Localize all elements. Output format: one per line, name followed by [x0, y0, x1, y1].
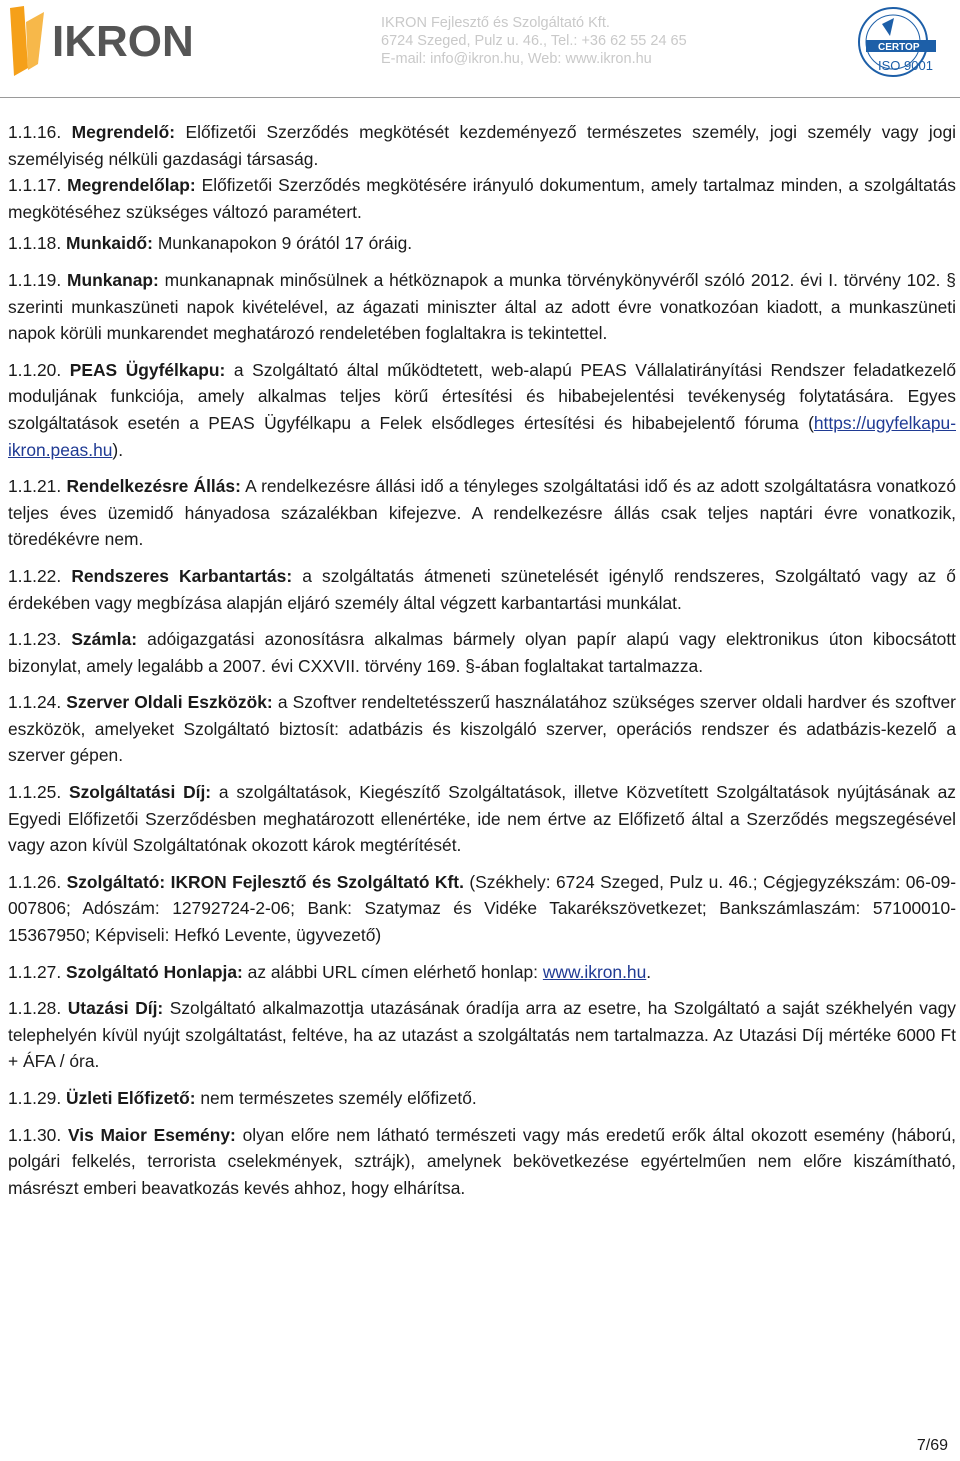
definition-item: [8, 1122, 956, 1202]
definition-item: [8, 267, 956, 347]
definition-text: .: [646, 961, 652, 982]
ugyfelkapu-link[interactable]: https://ugyfelkapu-ikron.peas.hu: [8, 412, 956, 460]
definition-text: (Székhely: 6724 Szeged, Pulz u. 46.; Cégjegyzékszám: 06-09-007806; Adószám: 12792724-2-06; Bank: Szatymaz és Vidéke Takarékszövetkezet; Bankszámlaszám: 57100010-15367950; Képviseli: Hefkó Levente, ügyvezető): [8, 871, 956, 946]
term: Rendelkezésre Állás:: [66, 476, 241, 497]
definition-item: [8, 626, 956, 679]
iso-certification-seal: [838, 4, 948, 84]
definition-text: a szolgáltatások, Kiegészítő Szolgáltatások, illetve Közvetített Szolgáltatások nyújtásának az Egyedi Előfizetői Szerződésben meghatározott ellenértéke, ide nem értve az Előfizető által a Szerződés megszegésével vagy azon kívül Szolgáltatónak okozott károk megtérítését.: [8, 782, 956, 856]
definition-item: [8, 689, 956, 769]
item-number: 1.1.25.: [8, 782, 62, 803]
item-number: 1.1.20.: [8, 359, 62, 380]
item-number: 1.1.28.: [8, 998, 62, 1019]
ikron-logo: [8, 4, 243, 80]
definition-text: A rendelkezésre állási idő a tényleges szolgáltatási idő és az adott szolgáltatásra vonatkozó teljes éves üzemidő hányadosa százalékban kifejezve. A rendelkezésre állás csak teljes naptári évre vonatkozik, töredékévre nem.: [8, 476, 956, 550]
definition-text: a szolgáltatás átmeneti szünetelését igénylő rendszeres, Szolgáltató vagy az ő érdekében vagy megbízása alapján eljáró személy által végzett karbantartási munkálat.: [8, 565, 956, 613]
definition-text: ).: [112, 439, 124, 460]
definition-item: [8, 959, 956, 986]
item-number: 1.1.30.: [8, 1124, 62, 1145]
ikron-website-link[interactable]: www.ikron.hu: [542, 961, 647, 982]
item-number: 1.1.19.: [8, 269, 62, 290]
term: Szolgáltató Honlapja:: [66, 961, 243, 982]
item-number: 1.1.29.: [8, 1088, 62, 1108]
term: Vis Maior Esemény:: [67, 1124, 236, 1145]
company-info: [381, 14, 687, 68]
term: Szolgáltató: IKRON Fejlesztő és Szolgáltató Kft.: [66, 871, 464, 892]
definition-item: [8, 230, 956, 257]
definition-item: [8, 1085, 956, 1112]
term: Szolgáltatási Díj:: [68, 782, 212, 803]
cert-label: CERTOP: [878, 42, 920, 53]
item-number: 1.1.18.: [8, 233, 62, 254]
definition-text: Szolgáltató alkalmazottja utazásának óradíja arra az esetre, ha Szolgáltató a saját székhelyén vagy telephelyén kívül nyújt szolgáltatást, feltéve, ha az utazást a szolgáltatás nem tartalmazza. Az Utazási Díj mértéke 6000 Ft + ÁFA / óra.: [8, 998, 956, 1072]
definition-item: [8, 473, 956, 553]
item-number: 1.1.27.: [8, 961, 62, 982]
definition-text: a Szoftver rendeltetésszerű használatához szükséges szerver oldali hardver és szoftver eszközök, amelyeket Szolgáltató biztosít: adatbázis és kiszolgáló szerver, operációs rendszer és adatbázis-kezelő a szerver gépen.: [8, 692, 956, 766]
definition-item: [8, 357, 956, 463]
definition-item: [8, 869, 956, 949]
company-name: IKRON Fejlesztő és Szolgáltató Kft.: [381, 15, 610, 31]
term: Számla:: [71, 629, 138, 650]
definition-text: Előfizetői Szerződés megkötését kezdeményező természetes személy, jogi személy vagy jogi személyiség nélküli gazdasági társaság.: [8, 122, 956, 169]
definitions-list: [8, 119, 956, 1211]
term: Utazási Díj:: [67, 998, 164, 1019]
term: Rendszeres Karbantartás:: [71, 565, 293, 586]
definition-text: a Szolgáltató által működtetett, web-alapú PEAS Vállalatirányítási Rendszer feladatkezelő moduljának funkciója, amely alkalmas teljes körű értesítési és hibabejelentési tevékenység folytatására. Egyes szolgáltatások esetén a PEAS Ügyfélkapu a Felek elsődleges értesítési és hibabejelentő fóruma (: [8, 359, 957, 433]
term: Szerver Oldali Eszközök:: [66, 692, 273, 713]
definition-item: [8, 119, 956, 172]
definition-item: [8, 995, 956, 1075]
item-number: 1.1.21.: [8, 476, 62, 497]
company-contact: E-mail: info@ikron.hu, Web: www.ikron.hu: [381, 51, 652, 67]
term: Üzleti Előfizető:: [66, 1088, 196, 1108]
term: PEAS Ügyfélkapu:: [69, 359, 226, 380]
page-number: 7/69: [916, 1437, 948, 1454]
term: Megrendelő:: [71, 122, 176, 142]
definition-item: [8, 779, 956, 859]
term: Megrendelőlap:: [67, 175, 196, 196]
definition-text: olyan előre nem látható természeti vagy más eredetű erők által okozott esemény (háború, polgári felkelés, terrorista cselekmények, sztrájk), amelynek bekövetkezése egyértelműen nem előre kiszámítható, másrészt emberi beavatkozás kevés ahhoz, hogy elhárítsa.: [8, 1124, 956, 1198]
item-number: 1.1.17.: [8, 175, 62, 196]
item-number: 1.1.24.: [8, 692, 62, 713]
definition-item: [8, 172, 956, 225]
definition-text: Munkanapokon 9 órától 17 óráig.: [152, 233, 413, 254]
item-number: 1.1.22.: [8, 565, 62, 586]
logo-wordmark: IKRON: [52, 17, 194, 66]
header-divider: [0, 97, 960, 98]
item-number: 1.1.26.: [8, 871, 62, 892]
item-number: 1.1.23.: [8, 629, 62, 650]
definition-text: az alábbi URL címen elérhető honlap:: [242, 961, 543, 982]
page-header: [0, 0, 960, 98]
company-address: 6724 Szeged, Pulz u. 46., Tel.: +36 62 55 24 65: [381, 33, 687, 49]
item-number: 1.1.16.: [8, 122, 62, 142]
definition-text: munkanapnak minősülnek a hétköznapok a munka törvénykönyvéről szóló 2012. évi I. törvény 102. § szerinti munkaszüneti napok kivételével, az ágazati miniszter által az adott évre vonatkozóan kiadott, a munkaszüneti napok körüli munkarendet meghatározó rendeletében foglaltakra is tekintettel.: [8, 269, 956, 344]
cert-standard: ISO 9001: [878, 58, 933, 73]
definition-text: adóigazgatási azonosításra alkalmas bármely olyan papír alapú vagy elektronikus úton kibocsátott bizonylat, amely legalább a 2007. évi CXXVII. törvény 169. §-ában foglaltakat tartalmazza.: [8, 629, 956, 676]
definition-text: Előfizetői Szerződés megkötésére irányuló dokumentum, amely tartalmaz minden, a szolgáltatás megkötéséhez szükséges változó paramétert.: [8, 175, 956, 222]
term: Munkaidő:: [66, 233, 153, 254]
definition-item: [8, 563, 956, 616]
definition-text: nem természetes személy előfizető.: [195, 1088, 477, 1108]
term: Munkanap:: [67, 269, 159, 290]
